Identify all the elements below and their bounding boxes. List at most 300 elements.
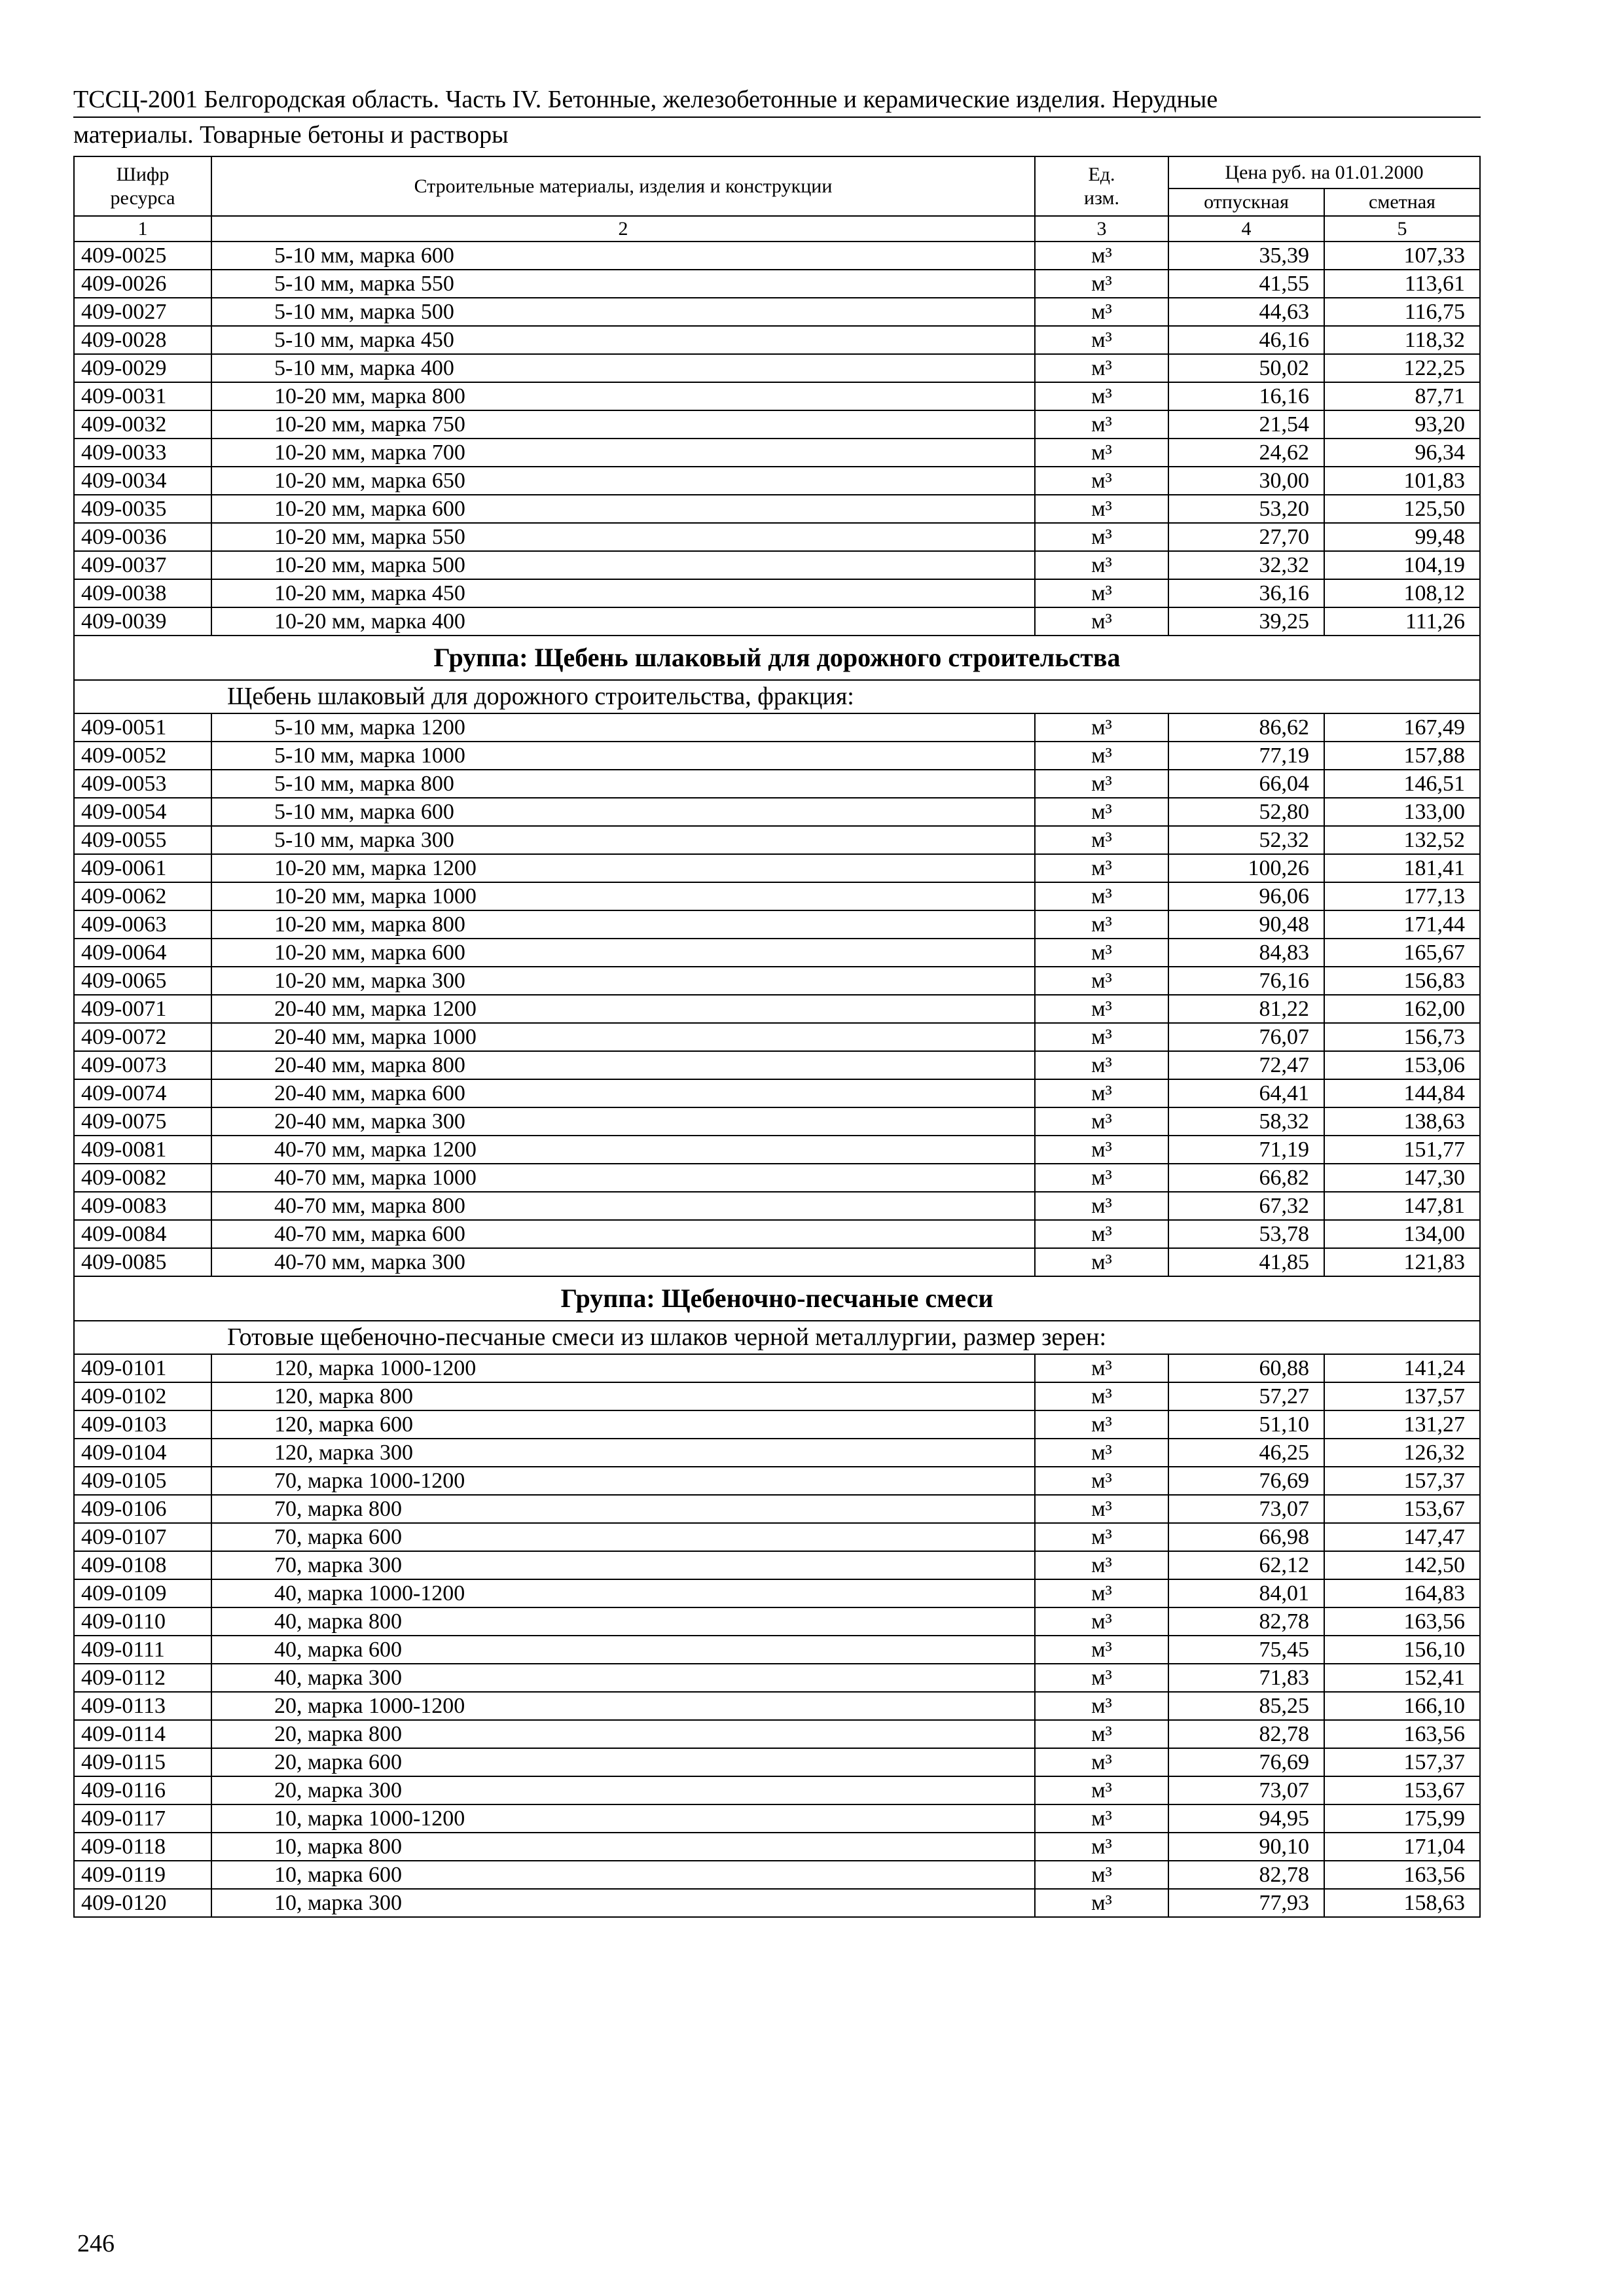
cell-code: 409-0118 xyxy=(74,1833,211,1861)
cell-material: 70, марка 600 xyxy=(211,1523,1035,1551)
table-row xyxy=(74,1354,1480,1382)
header-code: Шифр ресурса xyxy=(74,156,211,216)
cell-code: 409-0039 xyxy=(74,607,211,636)
cell-code: 409-0105 xyxy=(74,1467,211,1495)
cell-material: 20-40 мм, марка 800 xyxy=(211,1051,1035,1079)
cell-release-price: 82,78 xyxy=(1168,1607,1324,1636)
table-row xyxy=(74,467,1480,495)
header-release-price: отпускная xyxy=(1168,188,1324,216)
cell-unit: м³ xyxy=(1035,270,1168,298)
cell-code: 409-0038 xyxy=(74,579,211,607)
cell-release-price: 82,78 xyxy=(1168,1720,1324,1748)
cell-code: 409-0062 xyxy=(74,882,211,910)
cell-material: 70, марка 300 xyxy=(211,1551,1035,1579)
cell-material: 5-10 мм, марка 400 xyxy=(211,354,1035,382)
cell-estimate-price: 171,04 xyxy=(1324,1833,1480,1861)
cell-release-price: 72,47 xyxy=(1168,1051,1324,1079)
cell-material: 10-20 мм, марка 600 xyxy=(211,495,1035,523)
cell-release-price: 85,25 xyxy=(1168,1692,1324,1720)
cell-unit: м³ xyxy=(1035,798,1168,826)
cell-release-price: 94,95 xyxy=(1168,1804,1324,1833)
cell-release-price: 90,10 xyxy=(1168,1833,1324,1861)
table-row xyxy=(74,1607,1480,1636)
group-subtitle: Готовые щебеночно-песчаные смеси из шлаков черной металлургии, размер зерен: xyxy=(74,1321,1480,1354)
cell-estimate-price: 142,50 xyxy=(1324,1551,1480,1579)
cell-code: 409-0120 xyxy=(74,1889,211,1917)
cell-estimate-price: 87,71 xyxy=(1324,382,1480,410)
cell-material: 40-70 мм, марка 300 xyxy=(211,1248,1035,1276)
cell-material: 70, марка 800 xyxy=(211,1495,1035,1523)
cell-code: 409-0051 xyxy=(74,713,211,742)
table-row xyxy=(74,1748,1480,1776)
cell-estimate-price: 164,83 xyxy=(1324,1579,1480,1607)
cell-release-price: 44,63 xyxy=(1168,298,1324,326)
cell-release-price: 66,98 xyxy=(1168,1523,1324,1551)
header-title-line2: материалы. Товарные бетоны и растворы xyxy=(73,121,509,149)
cell-release-price: 76,69 xyxy=(1168,1748,1324,1776)
cell-unit: м³ xyxy=(1035,1382,1168,1410)
table-row xyxy=(74,1833,1480,1861)
cell-release-price: 50,02 xyxy=(1168,354,1324,382)
cell-estimate-price: 101,83 xyxy=(1324,467,1480,495)
cell-unit: м³ xyxy=(1035,1354,1168,1382)
table-row xyxy=(74,1720,1480,1748)
cell-release-price: 21,54 xyxy=(1168,410,1324,439)
cell-code: 409-0084 xyxy=(74,1220,211,1248)
cell-material: 5-10 мм, марка 1200 xyxy=(211,713,1035,742)
table-row xyxy=(74,967,1480,995)
cell-unit: м³ xyxy=(1035,1833,1168,1861)
cell-code: 409-0085 xyxy=(74,1248,211,1276)
cell-unit: м³ xyxy=(1035,1220,1168,1248)
cell-estimate-price: 141,24 xyxy=(1324,1354,1480,1382)
cell-unit: м³ xyxy=(1035,1192,1168,1220)
cell-release-price: 53,20 xyxy=(1168,495,1324,523)
table-row xyxy=(74,939,1480,967)
cell-release-price: 71,83 xyxy=(1168,1664,1324,1692)
table-row xyxy=(74,1523,1480,1551)
table-row xyxy=(74,826,1480,854)
cell-code: 409-0112 xyxy=(74,1664,211,1692)
cell-material: 10-20 мм, марка 400 xyxy=(211,607,1035,636)
cell-code: 409-0072 xyxy=(74,1023,211,1051)
cell-code: 409-0116 xyxy=(74,1776,211,1804)
table-row xyxy=(74,1382,1480,1410)
column-number: 1 xyxy=(74,216,211,242)
cell-code: 409-0029 xyxy=(74,354,211,382)
cell-unit: м³ xyxy=(1035,826,1168,854)
group-heading: Группа: Щебень шлаковый для дорожного строительства xyxy=(74,636,1480,680)
cell-unit: м³ xyxy=(1035,1051,1168,1079)
cell-code: 409-0034 xyxy=(74,467,211,495)
cell-release-price: 64,41 xyxy=(1168,1079,1324,1107)
cell-material: 20, марка 600 xyxy=(211,1748,1035,1776)
table-row xyxy=(74,995,1480,1023)
cell-estimate-price: 162,00 xyxy=(1324,995,1480,1023)
cell-release-price: 71,19 xyxy=(1168,1136,1324,1164)
table-row xyxy=(74,1804,1480,1833)
header-material: Строительные материалы, изделия и конструкции xyxy=(211,156,1035,216)
cell-material: 40, марка 1000-1200 xyxy=(211,1579,1035,1607)
cell-release-price: 35,39 xyxy=(1168,242,1324,270)
cell-unit: м³ xyxy=(1035,1079,1168,1107)
cell-material: 20-40 мм, марка 600 xyxy=(211,1079,1035,1107)
cell-code: 409-0037 xyxy=(74,551,211,579)
cell-release-price: 62,12 xyxy=(1168,1551,1324,1579)
cell-estimate-price: 157,37 xyxy=(1324,1748,1480,1776)
cell-unit: м³ xyxy=(1035,607,1168,636)
cell-release-price: 16,16 xyxy=(1168,382,1324,410)
cell-release-price: 76,07 xyxy=(1168,1023,1324,1051)
cell-estimate-price: 163,56 xyxy=(1324,1861,1480,1889)
cell-estimate-price: 152,41 xyxy=(1324,1664,1480,1692)
cell-material: 10-20 мм, марка 800 xyxy=(211,910,1035,939)
cell-release-price: 36,16 xyxy=(1168,579,1324,607)
table-row xyxy=(74,1248,1480,1276)
cell-unit: м³ xyxy=(1035,1636,1168,1664)
table-row xyxy=(74,1579,1480,1607)
cell-estimate-price: 175,99 xyxy=(1324,1804,1480,1833)
table-row xyxy=(74,1467,1480,1495)
cell-estimate-price: 131,27 xyxy=(1324,1410,1480,1439)
cell-unit: м³ xyxy=(1035,439,1168,467)
table-row xyxy=(74,742,1480,770)
table-row xyxy=(74,1107,1480,1136)
cell-material: 5-10 мм, марка 1000 xyxy=(211,742,1035,770)
table-row xyxy=(74,1079,1480,1107)
cell-code: 409-0064 xyxy=(74,939,211,967)
table-row xyxy=(74,1776,1480,1804)
header-estimate-price: сметная xyxy=(1324,188,1480,216)
cell-unit: м³ xyxy=(1035,354,1168,382)
cell-code: 409-0101 xyxy=(74,1354,211,1382)
cell-code: 409-0082 xyxy=(74,1164,211,1192)
cell-material: 10-20 мм, марка 650 xyxy=(211,467,1035,495)
cell-material: 10, марка 800 xyxy=(211,1833,1035,1861)
cell-estimate-price: 138,63 xyxy=(1324,1107,1480,1136)
cell-material: 10-20 мм, марка 1200 xyxy=(211,854,1035,882)
cell-unit: м³ xyxy=(1035,326,1168,354)
cell-unit: м³ xyxy=(1035,1410,1168,1439)
column-number: 5 xyxy=(1324,216,1480,242)
cell-estimate-price: 156,73 xyxy=(1324,1023,1480,1051)
price-table xyxy=(73,156,1481,1918)
cell-code: 409-0103 xyxy=(74,1410,211,1439)
cell-material: 5-10 мм, марка 550 xyxy=(211,270,1035,298)
cell-release-price: 77,19 xyxy=(1168,742,1324,770)
cell-code: 409-0033 xyxy=(74,439,211,467)
cell-release-price: 86,62 xyxy=(1168,713,1324,742)
cell-material: 70, марка 1000-1200 xyxy=(211,1467,1035,1495)
cell-unit: м³ xyxy=(1035,742,1168,770)
cell-material: 5-10 мм, марка 600 xyxy=(211,798,1035,826)
section-1-rows xyxy=(74,242,1480,636)
cell-release-price: 24,62 xyxy=(1168,439,1324,467)
table-row xyxy=(74,1410,1480,1439)
cell-material: 20, марка 800 xyxy=(211,1720,1035,1748)
cell-unit: м³ xyxy=(1035,1523,1168,1551)
cell-unit: м³ xyxy=(1035,1720,1168,1748)
cell-estimate-price: 146,51 xyxy=(1324,770,1480,798)
table-row xyxy=(74,607,1480,636)
cell-unit: м³ xyxy=(1035,1467,1168,1495)
cell-unit: м³ xyxy=(1035,523,1168,551)
cell-unit: м³ xyxy=(1035,551,1168,579)
cell-estimate-price: 157,88 xyxy=(1324,742,1480,770)
cell-estimate-price: 166,10 xyxy=(1324,1692,1480,1720)
cell-estimate-price: 153,67 xyxy=(1324,1776,1480,1804)
cell-code: 409-0025 xyxy=(74,242,211,270)
cell-estimate-price: 156,10 xyxy=(1324,1636,1480,1664)
table-row xyxy=(74,242,1480,270)
cell-release-price: 66,82 xyxy=(1168,1164,1324,1192)
cell-release-price: 73,07 xyxy=(1168,1776,1324,1804)
cell-estimate-price: 144,84 xyxy=(1324,1079,1480,1107)
cell-unit: м³ xyxy=(1035,1136,1168,1164)
table-row xyxy=(74,439,1480,467)
cell-estimate-price: 181,41 xyxy=(1324,854,1480,882)
cell-material: 10, марка 1000-1200 xyxy=(211,1804,1035,1833)
cell-release-price: 58,32 xyxy=(1168,1107,1324,1136)
cell-unit: м³ xyxy=(1035,1579,1168,1607)
cell-release-price: 52,80 xyxy=(1168,798,1324,826)
table-row xyxy=(74,1136,1480,1164)
cell-estimate-price: 125,50 xyxy=(1324,495,1480,523)
cell-unit: м³ xyxy=(1035,1495,1168,1523)
cell-unit: м³ xyxy=(1035,467,1168,495)
cell-material: 20-40 мм, марка 300 xyxy=(211,1107,1035,1136)
cell-estimate-price: 107,33 xyxy=(1324,242,1480,270)
cell-code: 409-0063 xyxy=(74,910,211,939)
cell-estimate-price: 118,32 xyxy=(1324,326,1480,354)
column-number: 4 xyxy=(1168,216,1324,242)
cell-estimate-price: 147,30 xyxy=(1324,1164,1480,1192)
table-row xyxy=(74,1192,1480,1220)
cell-code: 409-0074 xyxy=(74,1079,211,1107)
cell-estimate-price: 134,00 xyxy=(1324,1220,1480,1248)
cell-code: 409-0115 xyxy=(74,1748,211,1776)
cell-code: 409-0111 xyxy=(74,1636,211,1664)
table-row xyxy=(74,1692,1480,1720)
cell-estimate-price: 121,83 xyxy=(1324,1248,1480,1276)
column-number: 2 xyxy=(211,216,1035,242)
table-row xyxy=(74,854,1480,882)
cell-unit: м³ xyxy=(1035,1692,1168,1720)
cell-estimate-price: 158,63 xyxy=(1324,1889,1480,1917)
cell-material: 10-20 мм, марка 800 xyxy=(211,382,1035,410)
table-row xyxy=(74,1220,1480,1248)
cell-code: 409-0073 xyxy=(74,1051,211,1079)
table-row xyxy=(74,1051,1480,1079)
cell-material: 20, марка 300 xyxy=(211,1776,1035,1804)
cell-estimate-price: 99,48 xyxy=(1324,523,1480,551)
cell-code: 409-0026 xyxy=(74,270,211,298)
table-row xyxy=(74,1023,1480,1051)
cell-estimate-price: 157,37 xyxy=(1324,1467,1480,1495)
table-row xyxy=(74,1164,1480,1192)
cell-unit: м³ xyxy=(1035,1776,1168,1804)
section-3-heading xyxy=(74,1276,1480,1354)
section-3-rows xyxy=(74,1354,1480,1917)
cell-material: 10, марка 600 xyxy=(211,1861,1035,1889)
cell-code: 409-0028 xyxy=(74,326,211,354)
cell-unit: м³ xyxy=(1035,1248,1168,1276)
table-row xyxy=(74,410,1480,439)
cell-estimate-price: 163,56 xyxy=(1324,1607,1480,1636)
cell-material: 10-20 мм, марка 1000 xyxy=(211,882,1035,910)
table-row xyxy=(74,551,1480,579)
table-row xyxy=(74,713,1480,742)
cell-estimate-price: 113,61 xyxy=(1324,270,1480,298)
cell-unit: м³ xyxy=(1035,882,1168,910)
cell-estimate-price: 165,67 xyxy=(1324,939,1480,967)
section-2-rows xyxy=(74,713,1480,1276)
cell-estimate-price: 147,47 xyxy=(1324,1523,1480,1551)
cell-material: 40, марка 300 xyxy=(211,1664,1035,1692)
cell-code: 409-0071 xyxy=(74,995,211,1023)
cell-unit: м³ xyxy=(1035,1748,1168,1776)
cell-code: 409-0117 xyxy=(74,1804,211,1833)
table-head xyxy=(74,156,1480,242)
cell-estimate-price: 132,52 xyxy=(1324,826,1480,854)
cell-unit: м³ xyxy=(1035,1607,1168,1636)
cell-code: 409-0052 xyxy=(74,742,211,770)
table-row xyxy=(74,882,1480,910)
cell-material: 5-10 мм, марка 450 xyxy=(211,326,1035,354)
table-row xyxy=(74,523,1480,551)
cell-unit: м³ xyxy=(1035,495,1168,523)
cell-unit: м³ xyxy=(1035,995,1168,1023)
cell-estimate-price: 153,06 xyxy=(1324,1051,1480,1079)
cell-release-price: 41,85 xyxy=(1168,1248,1324,1276)
cell-estimate-price: 151,77 xyxy=(1324,1136,1480,1164)
table-row xyxy=(74,298,1480,326)
cell-estimate-price: 133,00 xyxy=(1324,798,1480,826)
cell-release-price: 57,27 xyxy=(1168,1382,1324,1410)
table-row xyxy=(74,382,1480,410)
cell-material: 20-40 мм, марка 1000 xyxy=(211,1023,1035,1051)
page-number: 246 xyxy=(77,2230,115,2257)
cell-code: 409-0104 xyxy=(74,1439,211,1467)
cell-unit: м³ xyxy=(1035,1551,1168,1579)
cell-code: 409-0054 xyxy=(74,798,211,826)
cell-material: 5-10 мм, марка 800 xyxy=(211,770,1035,798)
cell-unit: м³ xyxy=(1035,382,1168,410)
cell-release-price: 39,25 xyxy=(1168,607,1324,636)
cell-release-price: 66,04 xyxy=(1168,770,1324,798)
cell-release-price: 73,07 xyxy=(1168,1495,1324,1523)
cell-code: 409-0119 xyxy=(74,1861,211,1889)
cell-material: 10-20 мм, марка 550 xyxy=(211,523,1035,551)
table-row xyxy=(74,354,1480,382)
cell-unit: м³ xyxy=(1035,298,1168,326)
cell-code: 409-0109 xyxy=(74,1579,211,1607)
cell-material: 10-20 мм, марка 300 xyxy=(211,967,1035,995)
cell-release-price: 51,10 xyxy=(1168,1410,1324,1439)
cell-release-price: 32,32 xyxy=(1168,551,1324,579)
cell-unit: м³ xyxy=(1035,967,1168,995)
cell-material: 120, марка 800 xyxy=(211,1382,1035,1410)
table-row xyxy=(74,270,1480,298)
table-row xyxy=(74,579,1480,607)
cell-unit: м³ xyxy=(1035,1889,1168,1917)
cell-unit: м³ xyxy=(1035,242,1168,270)
table-row xyxy=(74,1551,1480,1579)
cell-estimate-price: 137,57 xyxy=(1324,1382,1480,1410)
table-row xyxy=(74,495,1480,523)
cell-release-price: 60,88 xyxy=(1168,1354,1324,1382)
cell-release-price: 75,45 xyxy=(1168,1636,1324,1664)
cell-release-price: 53,78 xyxy=(1168,1220,1324,1248)
cell-estimate-price: 108,12 xyxy=(1324,579,1480,607)
cell-release-price: 30,00 xyxy=(1168,467,1324,495)
cell-unit: м³ xyxy=(1035,1664,1168,1692)
cell-estimate-price: 147,81 xyxy=(1324,1192,1480,1220)
cell-material: 20, марка 1000-1200 xyxy=(211,1692,1035,1720)
cell-release-price: 46,16 xyxy=(1168,326,1324,354)
table-row xyxy=(74,1439,1480,1467)
cell-estimate-price: 122,25 xyxy=(1324,354,1480,382)
cell-material: 40, марка 800 xyxy=(211,1607,1035,1636)
cell-code: 409-0061 xyxy=(74,854,211,882)
cell-material: 40-70 мм, марка 1000 xyxy=(211,1164,1035,1192)
cell-code: 409-0035 xyxy=(74,495,211,523)
cell-unit: м³ xyxy=(1035,1164,1168,1192)
table-row xyxy=(74,770,1480,798)
cell-material: 5-10 мм, марка 600 xyxy=(211,242,1035,270)
cell-estimate-price: 171,44 xyxy=(1324,910,1480,939)
cell-release-price: 84,83 xyxy=(1168,939,1324,967)
cell-code: 409-0114 xyxy=(74,1720,211,1748)
column-number: 3 xyxy=(1035,216,1168,242)
cell-code: 409-0053 xyxy=(74,770,211,798)
cell-material: 10-20 мм, марка 750 xyxy=(211,410,1035,439)
cell-code: 409-0036 xyxy=(74,523,211,551)
cell-material: 10, марка 300 xyxy=(211,1889,1035,1917)
cell-estimate-price: 96,34 xyxy=(1324,439,1480,467)
cell-release-price: 100,26 xyxy=(1168,854,1324,882)
cell-material: 10-20 мм, марка 450 xyxy=(211,579,1035,607)
cell-unit: м³ xyxy=(1035,770,1168,798)
table-row xyxy=(74,1861,1480,1889)
cell-code: 409-0075 xyxy=(74,1107,211,1136)
header-price: Цена руб. на 01.01.2000 xyxy=(1168,156,1480,188)
cell-estimate-price: 93,20 xyxy=(1324,410,1480,439)
table-row xyxy=(74,1664,1480,1692)
cell-estimate-price: 116,75 xyxy=(1324,298,1480,326)
cell-unit: м³ xyxy=(1035,1107,1168,1136)
cell-material: 5-10 мм, марка 500 xyxy=(211,298,1035,326)
table-row xyxy=(74,326,1480,354)
cell-code: 409-0055 xyxy=(74,826,211,854)
cell-material: 40-70 мм, марка 1200 xyxy=(211,1136,1035,1164)
cell-code: 409-0106 xyxy=(74,1495,211,1523)
cell-material: 40-70 мм, марка 600 xyxy=(211,1220,1035,1248)
cell-release-price: 84,01 xyxy=(1168,1579,1324,1607)
cell-code: 409-0081 xyxy=(74,1136,211,1164)
cell-estimate-price: 153,67 xyxy=(1324,1495,1480,1523)
cell-unit: м³ xyxy=(1035,910,1168,939)
cell-release-price: 52,32 xyxy=(1168,826,1324,854)
cell-code: 409-0110 xyxy=(74,1607,211,1636)
table-row xyxy=(74,910,1480,939)
cell-estimate-price: 111,26 xyxy=(1324,607,1480,636)
cell-estimate-price: 167,49 xyxy=(1324,713,1480,742)
cell-unit: м³ xyxy=(1035,854,1168,882)
cell-unit: м³ xyxy=(1035,410,1168,439)
cell-code: 409-0102 xyxy=(74,1382,211,1410)
table-row xyxy=(74,1495,1480,1523)
